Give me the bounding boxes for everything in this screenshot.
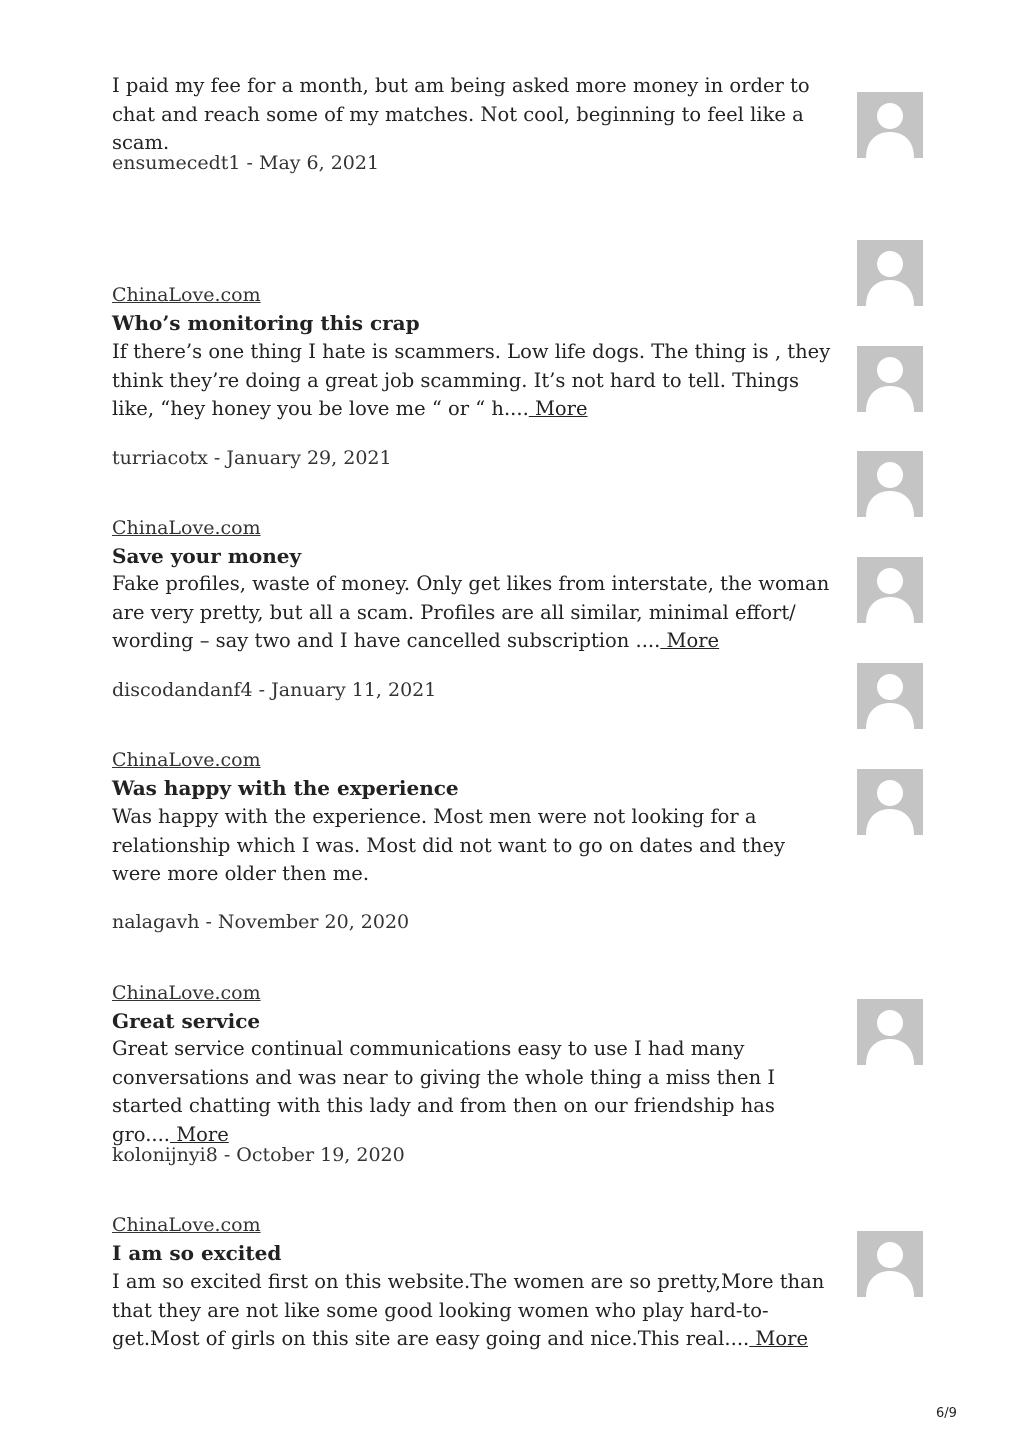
default-user-avatar-icon bbox=[857, 557, 923, 623]
more-link[interactable]: More bbox=[528, 397, 588, 420]
review-body: Great service continual communications easy to use I had many conversations and was near to giving the whole thing a miss then I started chatting with this lady and from then on our friendship has gro.... More bbox=[112, 1037, 776, 1146]
review-site-link[interactable]: ChinaLove.com bbox=[112, 982, 261, 1004]
review-site-link[interactable]: ChinaLove.com bbox=[112, 1214, 261, 1236]
review-author-date: nalagavh - November 20, 2020 bbox=[112, 911, 410, 933]
review-site-link[interactable]: ChinaLove.com bbox=[112, 517, 261, 539]
page-number: 6/9 bbox=[936, 1406, 957, 1421]
default-user-avatar-icon bbox=[857, 1231, 923, 1297]
review-site-link[interactable]: ChinaLove.com bbox=[112, 284, 261, 306]
review-author-date: kolonijnyi8 - October 19, 2020 bbox=[112, 1144, 405, 1166]
default-user-avatar-icon bbox=[857, 240, 923, 306]
review-title: Was happy with the experience bbox=[112, 776, 459, 800]
review-body: Fake profiles, waste of money. Only get likes from interstate, the woman are very pretty, but all a scam. Profiles are all similar, minimal effort/ wording – say two and I have cancelled subscription .... More bbox=[112, 572, 830, 652]
review-author-date: turriacotx - January 29, 2021 bbox=[112, 447, 392, 469]
review-author-date: discodandanf4 - January 11, 2021 bbox=[112, 679, 437, 701]
more-link[interactable]: More bbox=[660, 629, 720, 652]
default-user-avatar-icon bbox=[857, 663, 923, 729]
default-user-avatar-icon bbox=[857, 769, 923, 835]
review-body: Was happy with the experience. Most men were not looking for a relationship which I was. Most did not want to go on dates and they were more older then me. bbox=[112, 805, 785, 885]
review-title: Who’s monitoring this crap bbox=[112, 311, 420, 335]
review-body: If there’s one thing I hate is scammers. Low life dogs. The thing is , they think they’re doing a great job scamming. It’s not hard to tell. Things like, “hey honey you be love me “ or “ h.... More bbox=[112, 340, 831, 420]
review-author-date: ensumecedt1 - May 6, 2021 bbox=[112, 152, 380, 174]
review-site-link[interactable]: ChinaLove.com bbox=[112, 749, 261, 771]
review-title: I am so excited bbox=[112, 1241, 282, 1265]
review-title: Great service bbox=[112, 1009, 261, 1033]
default-user-avatar-icon bbox=[857, 451, 923, 517]
default-user-avatar-icon bbox=[857, 92, 923, 158]
more-link[interactable]: More bbox=[749, 1327, 808, 1350]
more-link[interactable]: More bbox=[170, 1122, 229, 1146]
review-title: Save your money bbox=[112, 544, 302, 568]
review-body: I am so excited first on this website.The women are so pretty,More than that they are not like some good looking women who play hard-to-get.Most of girls on this site are easy going and nice.This real.... More bbox=[112, 1270, 825, 1350]
review-body: I paid my fee for a month, but am being asked more money in order to chat and reach some of my matches. Not cool, beginning to feel like a scam. bbox=[112, 74, 810, 154]
default-user-avatar-icon bbox=[857, 999, 923, 1065]
default-user-avatar-icon bbox=[857, 346, 923, 412]
